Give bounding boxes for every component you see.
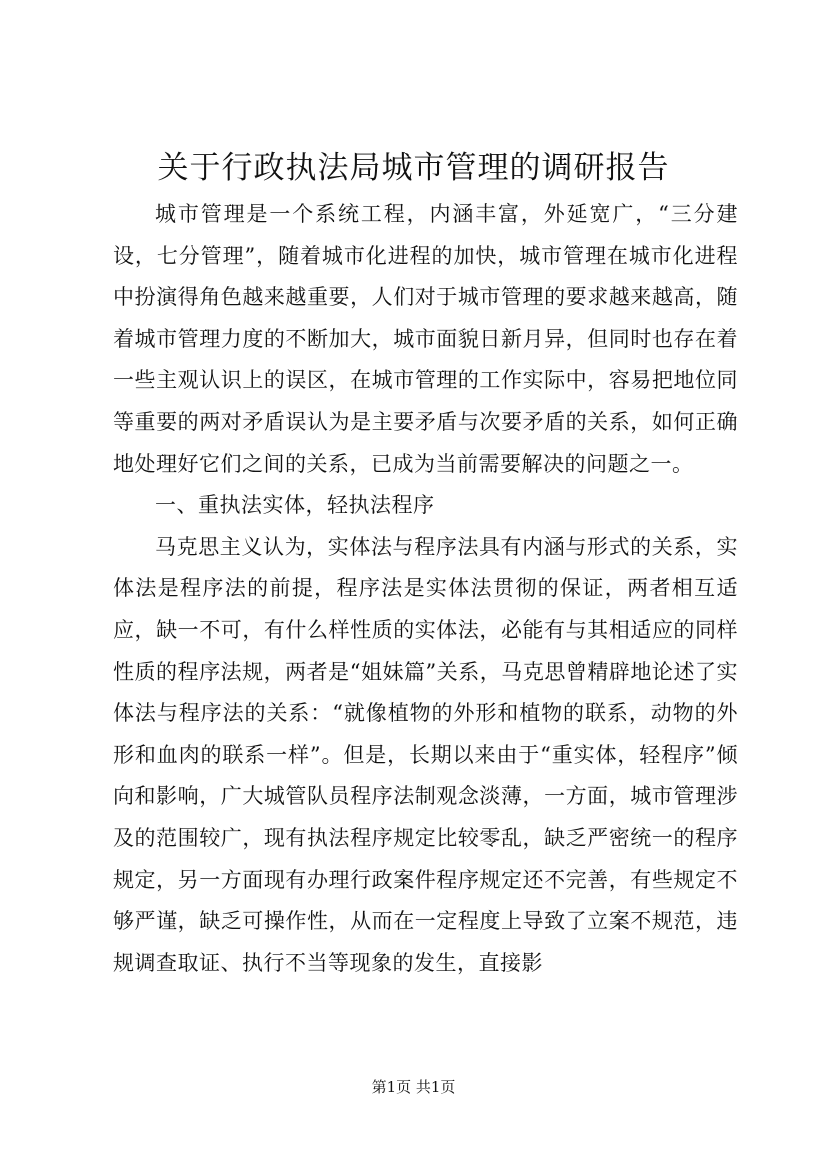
paragraph-intro: 城市管理是一个系统工程，内涵丰富，外延宽广，“三分建设，七分管理”，随着城市化进程的加快，城市管理在城市化进程中扮演得角色越来越重要，人们对于城市管理的要求越来越高，随着城市管理力度的不断加大，城市面貌日新月异，但同时也存在着一些主观认识上的误区，在城市管理的工作实际中，容易把地位同等重要的两对矛盾误认为是主要矛盾与次要矛盾的关系，如何正确地处理好它们之间的关系，已成为当前需要解决的问题之一。 — [113, 202, 738, 476]
document-title: 关于行政执法局城市管理的调研报告 — [157, 150, 670, 186]
page-footer: 第1页 共1页 — [371, 1078, 456, 1096]
section-heading: 一、重执法实体，轻执法程序 — [155, 493, 435, 518]
paragraph-section-1: 马克思主义认为，实体法与程序法具有内涵与形式的关系，实体法是程序法的前提，程序法是实体法贯彻的保证，两者相互适应，缺一不可，有什么样性质的实体法，必能有与其相适应的同样性质的程序法规，两者是“姐妹篇”关系，马克思曾精辟地论述了实体法与程序法的关系：“就像植物的外形和植物的联系，动物的外形和血肉的联系一样”。但是，长期以来由于“重实体，轻程序”倾向和影响，广大城管队员程序法制观念淡薄，一方面，城市管理涉及的范围较广，现有执法程序规定比较零乱，缺乏严密统一的程序规定，另一方面现有办理行政案件程序规定还不完善，有些规定不够严谨，缺乏可操作性，从而在一定程度上导致了立案不规范，违规调查取证、执行不当等现象的发生，直接影 — [113, 534, 738, 975]
document-body — [113, 194, 738, 984]
